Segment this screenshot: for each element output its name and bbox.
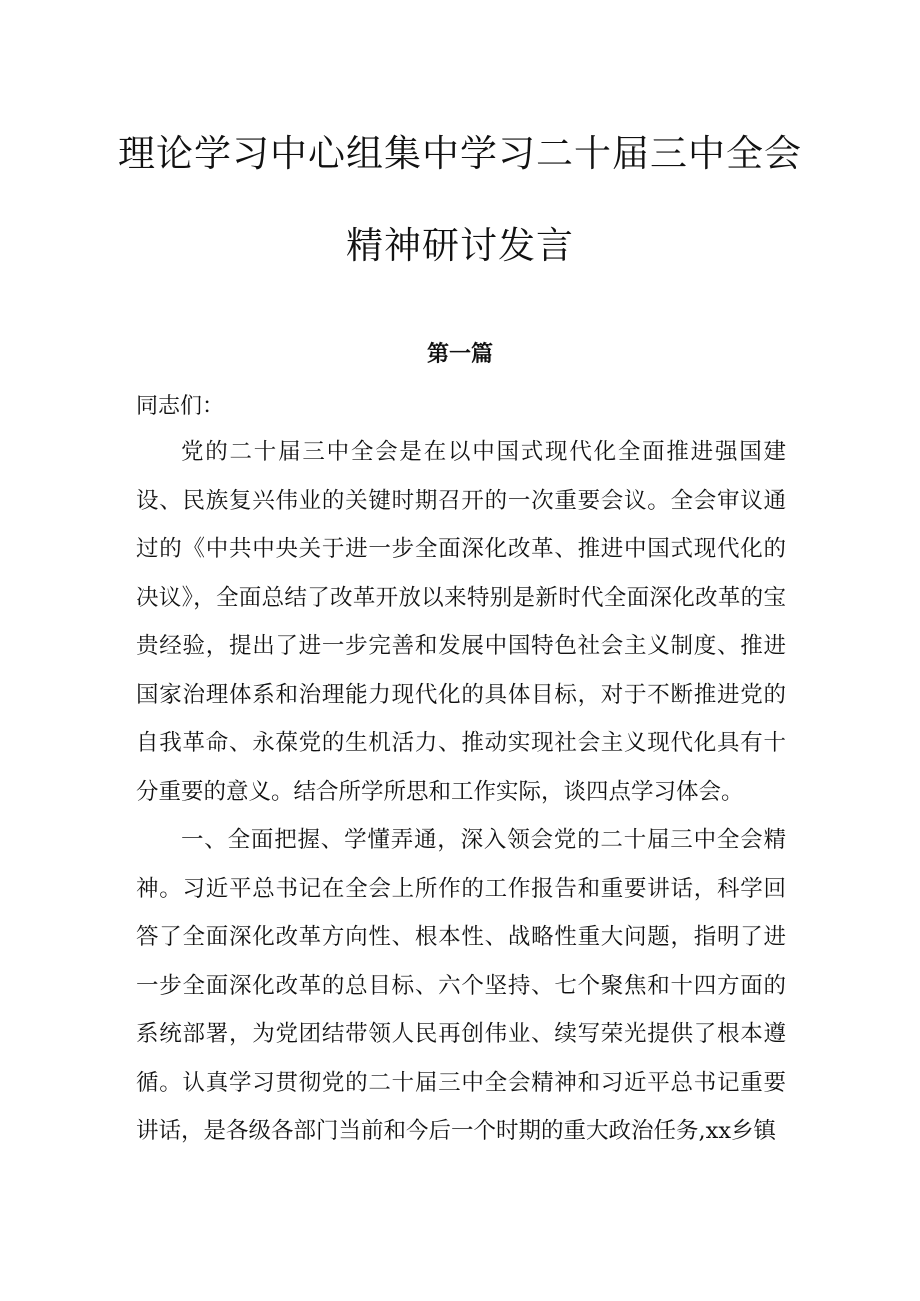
salutation: 同志们： [136, 394, 225, 419]
document-title-line-2: 精神研讨发言 [346, 224, 574, 267]
section-heading: 第一篇 [426, 342, 493, 367]
body-paragraph: 党的二十届三中全会是在以中国式现代化全面推进强国建设、民族复兴伟业的关键时期召开的一次重要会议。全会审议通过的《中共中央关于进一步全面深化改革、推进中国式现代化的决议》，全面总结了改革开放以来特别是新时代全面深化改革的宝贵经验，提出了进一步完善和发展中国特色社会主义制度、推进国家治理体系和治理能力现代化的具体目标，对于不断推进党的自我革命、永葆党的生机活力、推动实现社会主义现代化具有十分重要的意义。结合所学所思和工作实际，谈四点学习体会。 [136, 439, 786, 805]
body-paragraph: 一、全面把握、学懂弄通，深入领会党的二十届三中全会精神。习近平总书记在全会上所作的工作报告和重要讲话，科学回答了全面深化改革方向性、根本性、战略性重大问题，指明了进一步全面深化改革的总目标、六个坚持、七个聚焦和十四方面的系统部署，为党团结带领人民再创伟业、续写荣光提供了根本遵循。认真学习贯彻党的二十届三中全会精神和习近平总书记重要讲话，是各级各部门当前和今后一个时期的重大政治任务,xx乡镇 [136, 827, 786, 1144]
document-title-line-1: 理论学习中心组集中学习二十届三中全会 [118, 132, 802, 175]
